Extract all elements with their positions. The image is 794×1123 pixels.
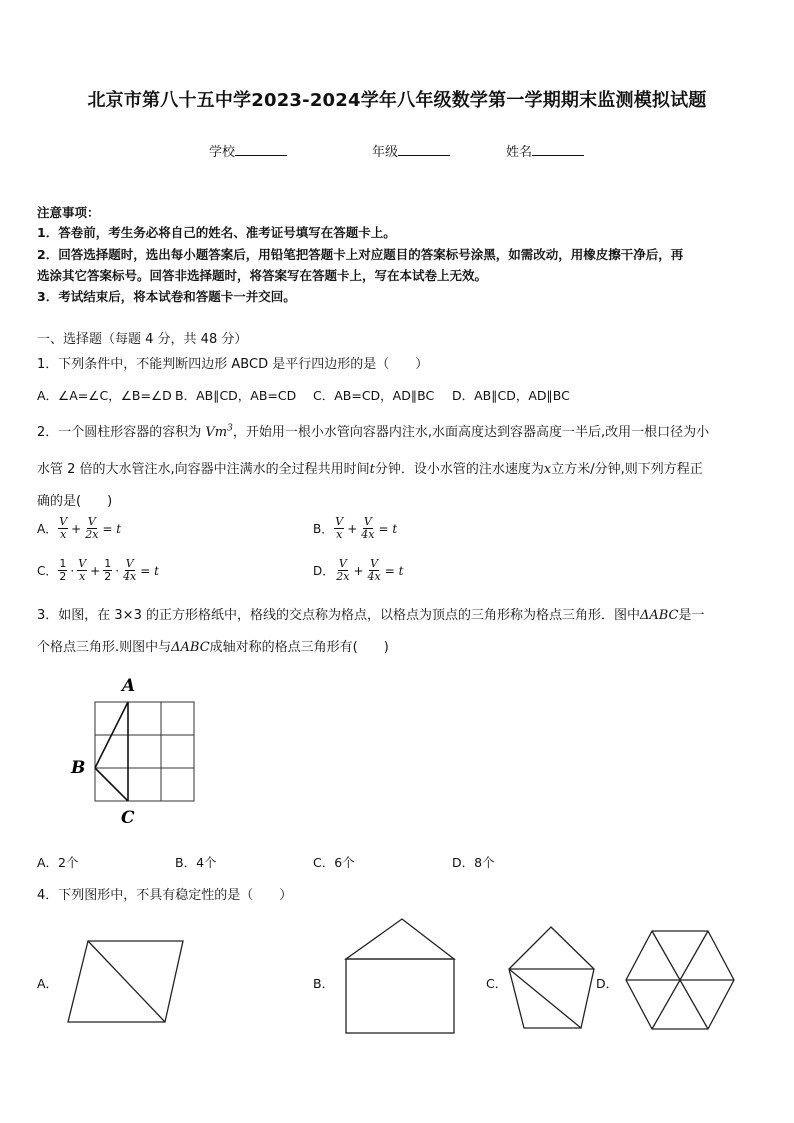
q2-text-2a: 水管 2 倍的大水管注水,向容器中注满水的全过程共用时间 <box>37 462 370 477</box>
q2-t: t <box>369 462 375 477</box>
vertex-a-label: A <box>122 676 136 696</box>
rhs: = t <box>384 563 404 578</box>
q3-option-b: B．4个 <box>175 855 217 870</box>
diagonal <box>509 969 581 1028</box>
operator: + <box>353 563 364 578</box>
school-label: 学校 <box>209 145 236 160</box>
denominator: 4x <box>367 570 381 583</box>
grade-label: 年级 <box>372 145 399 160</box>
notice-heading: 注意事项： <box>37 205 100 220</box>
parallelogram <box>68 941 183 1022</box>
name-blank <box>532 143 584 156</box>
fraction <box>58 516 68 541</box>
q2-line-1 <box>37 421 709 440</box>
q1-option-a: A．∠A=∠C，∠B=∠D <box>37 388 172 403</box>
school-blank <box>235 143 287 156</box>
fraction <box>58 558 67 583</box>
denominator: x <box>60 528 67 541</box>
triangle-abc <box>95 702 128 801</box>
q3-line-1 <box>37 604 705 623</box>
q4-label-a: A． <box>37 976 59 991</box>
q2-line-2 <box>37 458 703 477</box>
q4-label-c: C． <box>486 976 508 991</box>
rhs: = t <box>378 521 398 536</box>
denominator: x <box>336 528 343 541</box>
roof-triangle <box>346 919 454 959</box>
q3-text-2a: 个格点三角形.则图中与 <box>37 640 172 655</box>
numerator: V <box>59 515 68 528</box>
fraction <box>103 558 112 583</box>
vertex-b-label: B <box>71 758 86 778</box>
denominator: 2x <box>85 528 99 541</box>
q4-stem: 4．下列图形中，不具有稳定性的是（ ） <box>37 888 293 903</box>
numerator: V <box>338 557 347 570</box>
dot: · <box>115 563 120 578</box>
rectangle <box>346 959 454 1033</box>
grid-lines <box>95 702 194 801</box>
denominator: 2x <box>336 570 350 583</box>
section-heading: 一、选择题（每题 4 分，共 48 分） <box>37 332 248 347</box>
rhs: = t <box>102 521 122 536</box>
q2-line-3: 确的是( ) <box>37 494 113 509</box>
grade-field <box>372 141 450 160</box>
q1-stem: 1．下列条件中，不能判断四边形 ABCD 是平行四边形的是（ ） <box>37 357 429 372</box>
numerator: V <box>363 515 372 528</box>
q2-text-2c: 立方米/分钟,则下列方程正 <box>551 462 703 477</box>
fraction <box>360 516 375 541</box>
vertex-c-label: C <box>121 808 135 828</box>
q3-grid-figure <box>60 670 210 830</box>
numerator: V <box>335 515 344 528</box>
denominator: 2 <box>59 570 67 583</box>
rhs: = t <box>140 563 159 578</box>
grid-border <box>95 702 194 801</box>
q2-a-label: A． <box>37 522 58 536</box>
q2-text-1b: ，开始用一根小水管向容器内注水,水面高度达到容器高度一半后,改用一根口径为小 <box>232 425 710 440</box>
pentagon <box>509 927 594 1028</box>
notice-item-2-cont: 选涂其它答案标号。回答非选择题时，将答案写在答题卡上，写在本试卷上无效。 <box>37 268 488 283</box>
denominator: 4x <box>361 528 375 541</box>
q2-option-c <box>37 558 161 583</box>
dot: · <box>70 563 75 578</box>
q3-text-1a: 3．如图，在 3×3 的正方形格纸中，格线的交点称为格点，以格点为顶点的三角形称为格点三角形．图中 <box>37 608 640 623</box>
q2-option-a <box>37 516 123 541</box>
q2-text-1a: 2．一个圆柱形容器的容积为 <box>37 425 202 440</box>
operator: + <box>347 521 358 536</box>
notice-item-1: 1．答卷前，考生务必将自己的姓名、准考证号填写在答题卡上。 <box>37 225 396 240</box>
q4-figure-a-parallelogram <box>66 940 186 1024</box>
q1-option-b: B．AB∥CD，AB=CD <box>175 388 297 403</box>
page-title: 北京市第八十五中学2023-2024学年八年级数学第一学期期末监测模拟试题 <box>87 90 707 111</box>
q2-b-label: B． <box>313 522 334 536</box>
numerator: 1 <box>104 557 112 570</box>
q3-text-2b: 成轴对称的格点三角形有( ) <box>209 640 389 655</box>
q3-option-a: A．2个 <box>37 855 79 870</box>
numerator: 1 <box>59 557 67 570</box>
notice-item-3: 3．考试结束后，将本试卷和答题卡一并交回。 <box>37 289 296 304</box>
numerator: V <box>125 557 134 570</box>
q4-label-b: B． <box>313 976 335 991</box>
q1-option-d: D．AB∥CD，AD∥BC <box>452 388 570 403</box>
q2-option-b <box>313 516 399 541</box>
name-label: 姓名 <box>506 145 533 160</box>
denominator: x <box>79 570 86 583</box>
operator: + <box>71 521 82 536</box>
q2-text-2b: 分钟．设小水管的注水速度为 <box>374 462 544 477</box>
q4-label-d: D． <box>596 976 619 991</box>
q2-d-label: D． <box>313 564 335 578</box>
operator: + <box>90 563 101 578</box>
q4-figure-b-house <box>344 916 458 1036</box>
fraction <box>122 558 137 583</box>
fraction <box>334 516 344 541</box>
grade-blank <box>398 143 450 156</box>
school-field <box>209 141 287 160</box>
q2-x: x <box>543 462 552 477</box>
fraction <box>84 516 99 541</box>
q3-triangle-ref-1: ΔABC <box>639 608 679 623</box>
q2-option-d <box>313 558 405 583</box>
name-field <box>506 141 584 160</box>
numerator: V <box>78 557 87 570</box>
q3-option-c: C．6个 <box>313 855 355 870</box>
numerator: V <box>370 557 379 570</box>
q4-figure-c-pentagon <box>506 924 598 1032</box>
q2-vm: Vm <box>205 425 228 440</box>
q1-option-c: C．AB=CD，AD∥BC <box>313 388 435 403</box>
side-bc <box>95 768 128 801</box>
fraction <box>367 558 382 583</box>
numerator: V <box>87 515 96 528</box>
q3-triangle-ref-2: ΔABC <box>171 640 210 655</box>
q3-text-1b: 是一 <box>678 608 705 623</box>
denominator: 4x <box>123 570 137 583</box>
q2-volume <box>205 425 232 440</box>
q3-line-2 <box>37 636 389 655</box>
q4-figure-d-hexagon <box>624 928 736 1032</box>
fraction <box>77 558 87 583</box>
q2-cube: 3 <box>227 423 233 434</box>
fraction <box>335 558 350 583</box>
q3-option-d: D．8个 <box>452 855 495 870</box>
q2-c-label: C． <box>37 564 58 578</box>
diagonal <box>88 941 165 1022</box>
denominator: 2 <box>104 570 112 583</box>
notice-item-2: 2．回答选择题时，选出每小题答案后，用铅笔把答题卡上对应题目的答案标号涂黑，如需改动，用橡皮擦干净后，再 <box>37 247 684 262</box>
